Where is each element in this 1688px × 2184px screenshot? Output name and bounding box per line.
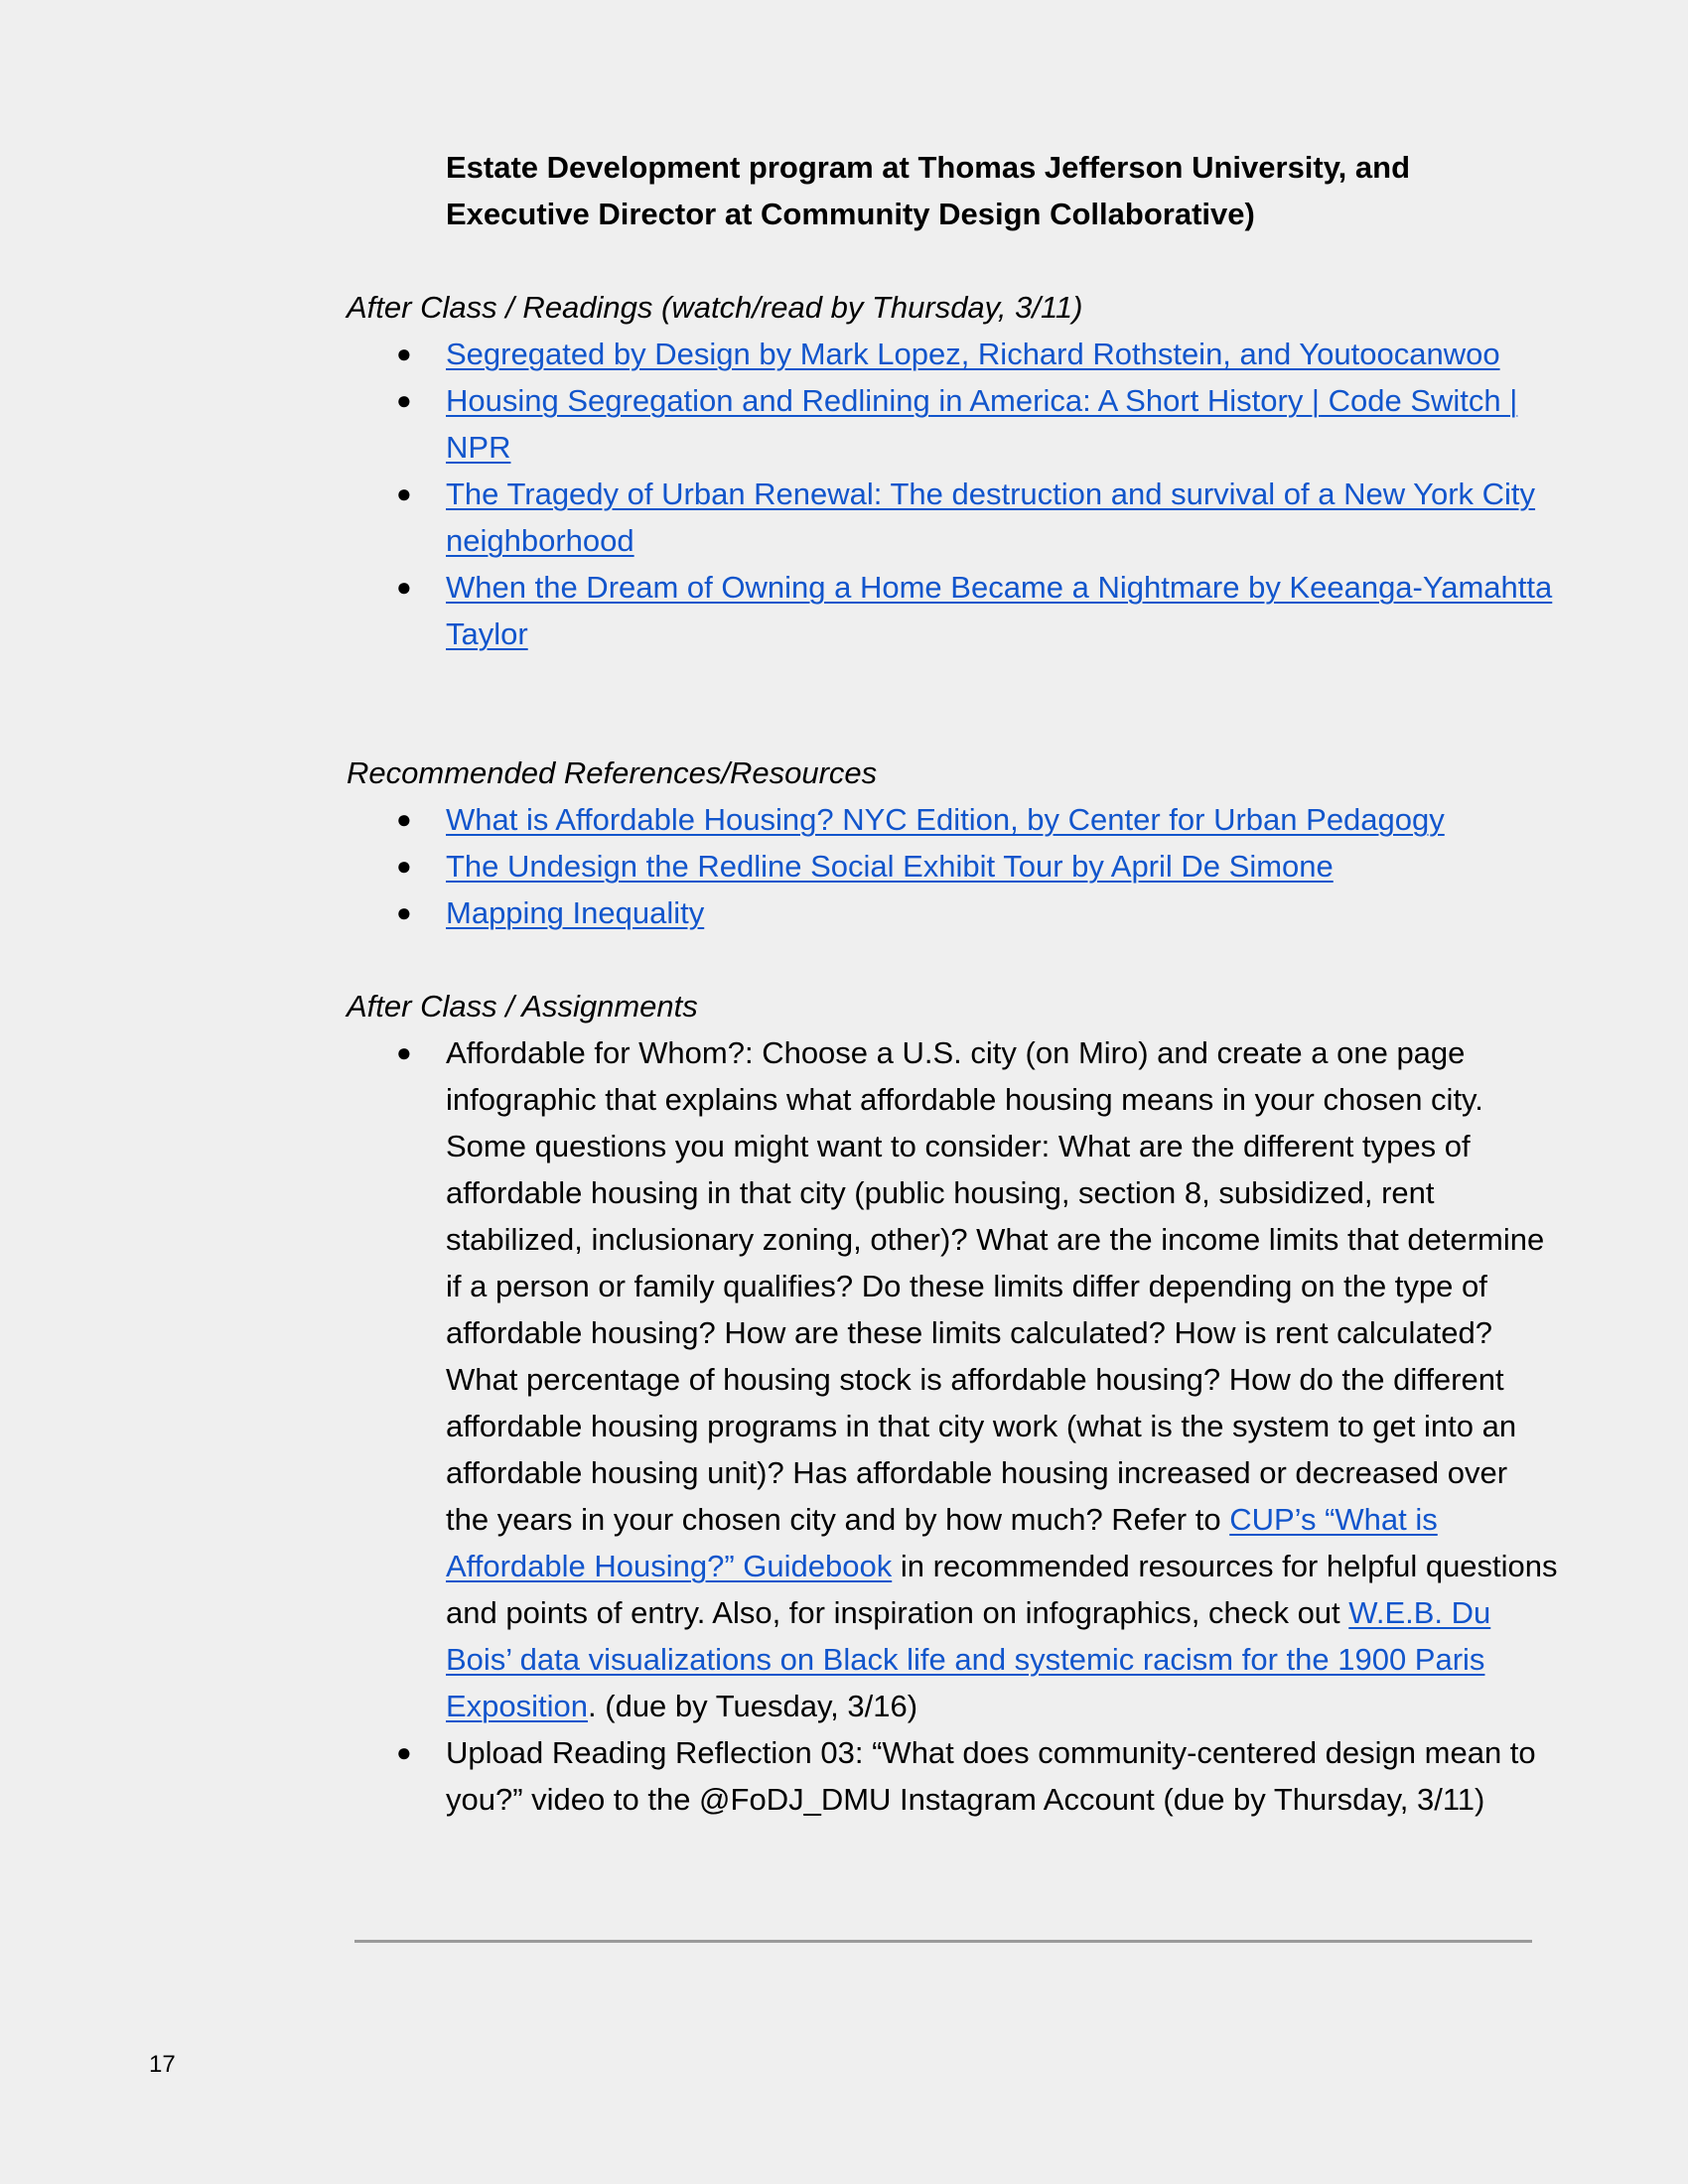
bullet-icon: ● (396, 385, 412, 415)
list-item (347, 564, 1558, 657)
resources-section (347, 750, 1558, 936)
bullet-icon: ● (396, 478, 412, 508)
resources-list (347, 796, 1558, 936)
list-item (347, 796, 1558, 843)
page-number: 17 (149, 2051, 176, 2078)
link-du-bois-visualizations[interactable]: W.E.B. Du Bois’ data visualizations on Black life and systemic racism for the 1900 Paris Exposition (446, 1595, 1491, 1723)
bullet-icon: ● (396, 897, 412, 927)
assignments-heading: After Class / Assignments (347, 989, 698, 1024)
bullet-icon: ● (396, 572, 412, 602)
list-item (347, 377, 1558, 471)
link-housing-segregation-redlining[interactable]: Housing Segregation and Redlining in America: A Short History | Code Switch | NPR (446, 383, 1518, 465)
horizontal-divider (354, 1940, 1532, 1943)
list-item (347, 889, 1558, 936)
bullet-icon: ● (396, 851, 412, 881)
bullet-icon: ● (396, 1737, 412, 1767)
readings-section (347, 284, 1558, 657)
intro-paragraph (446, 144, 1548, 237)
intro-line-1: Estate Development program at Thomas Jefferson University, and (446, 150, 1411, 185)
assignments-list (347, 1029, 1558, 1823)
intro-line-2: Executive Director at Community Design Collaborative) (446, 197, 1255, 231)
link-cup-guidebook[interactable]: CUP’s “What is Affordable Housing?” Guidebook (446, 1502, 1438, 1583)
assignment-reading-reflection: Upload Reading Reflection 03: “What does community-centered design mean to you?” video to the @FoDJ_DMU Instagram Account (due by Thursday, 3/11) (446, 1735, 1536, 1817)
readings-heading: After Class / Readings (watch/read by Thursday, 3/11) (347, 290, 1083, 325)
list-item (347, 1029, 1558, 1729)
resources-heading: Recommended References/Resources (347, 755, 878, 790)
list-item (347, 331, 1558, 377)
list-item (347, 843, 1558, 889)
bullet-icon: ● (396, 1037, 412, 1067)
list-item (347, 471, 1558, 564)
assignment-text-part-3: . (due by Tuesday, 3/16) (588, 1689, 918, 1723)
link-segregated-by-design[interactable]: Segregated by Design by Mark Lopez, Richard Rothstein, and Youtoocanwoo (446, 337, 1500, 371)
link-what-is-affordable-housing[interactable]: What is Affordable Housing? NYC Edition, by Center for Urban Pedagogy (446, 802, 1445, 837)
bullet-icon: ● (396, 804, 412, 834)
assignments-section (347, 983, 1558, 1823)
list-item (347, 1729, 1558, 1823)
link-mapping-inequality[interactable]: Mapping Inequality (446, 895, 705, 930)
link-undesign-the-redline[interactable]: The Undesign the Redline Social Exhibit Tour by April De Simone (446, 849, 1334, 884)
assignment-text-part-1: Affordable for Whom?: Choose a U.S. city (on Miro) and create a one page infographic that explains what affordable housing means in your chosen city. Some questions you might want to consider: What are the different types of affordable housing in that city (public housing, section 8, subsidized, rent stabilized, inclusionary zoning, other)? What are the income limits that determine if a person or family qualifies? Do these limits differ depending on the type of affordable housing? How are these limits calculated? How is rent calculated? What percentage of housing stock is affordable housing? How do the different affordable housing programs in that city work (what is the system to get into an affordable housing unit)? Has affordable housing increased or decreased over the years in your chosen city and by how much? Refer to (446, 1035, 1545, 1537)
link-tragedy-urban-renewal[interactable]: The Tragedy of Urban Renewal: The destruction and survival of a New York City neighborhood (446, 477, 1536, 558)
readings-list (347, 331, 1558, 657)
assignment-text-part-2: in recommended resources for helpful questions and points of entry. Also, for inspiration on infographics, check out (446, 1549, 1558, 1630)
link-dream-owning-home[interactable]: When the Dream of Owning a Home Became a Nightmare by Keeanga-Yamahtta Taylor (446, 570, 1553, 651)
bullet-icon: ● (396, 339, 412, 368)
